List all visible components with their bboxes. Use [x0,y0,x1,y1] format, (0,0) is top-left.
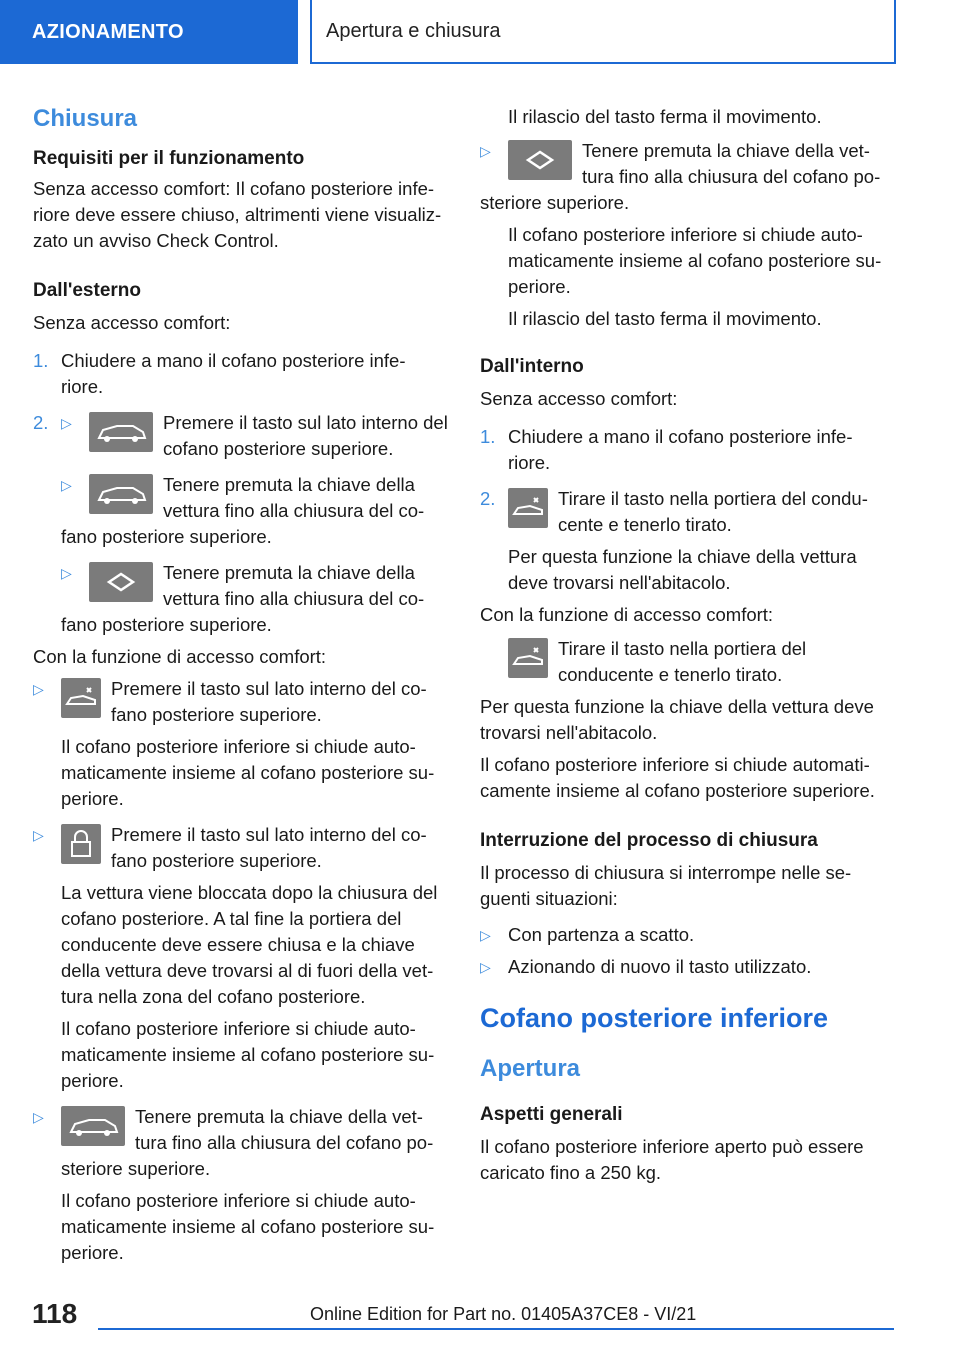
text-requisiti: Senza accesso comfort: Il cofano posteriore infe- riore deve essere chiuso, altrimenti viene visualiz- zato un avviso Check Control. [33,178,442,251]
bullet-icon: ▷ [61,565,72,581]
text-aspetti: Il cofano posteriore inferiore aperto può essere caricato fino a 250 kg. [480,1136,864,1183]
step-text: Chiudere a mano il cofano posteriore infe- riore. [61,350,406,397]
text-release: Il rilascio del tasto ferma il movimento. [508,106,822,127]
step-text: Premere il tasto sul lato interno del co- fano posteriore superiore. [111,824,427,871]
page-header [0,0,960,66]
step-text: Tirare il tasto nella portiera del condu- cente e tenerlo tirato. [558,488,868,535]
bullet-icon: ▷ [33,681,44,697]
list-item [480,954,898,980]
text-comfort-intro: Con la funzione di accesso comfort: [480,604,774,625]
heading-esterno: Dall'esterno [33,280,141,301]
step-text: Tenere premuta la chiave della vettura fino alla chiusura del co- fano posteriore superiore. [61,474,425,547]
text-comfort-intro: Con la funzione di accesso comfort: [33,646,327,667]
heading-cofano-inferiore: Cofano posteriore inferiore [480,1003,829,1033]
heading-interno: Dall'interno [480,356,584,377]
car-trunk-icon [89,412,153,452]
step-note: La vettura viene bloccata dopo la chiusura del cofano posteriore. A tal fine la portiera del conducente deve essere chiusa e la chiave della vettura deve trovarsi al di fuori della vet- tura nella zona del cofano posteriore. [61,882,438,1007]
step-note: Il cofano posteriore inferiore si chiude automati- camente insieme al cofano posteriore superiore. [480,754,875,801]
bullet-icon: ▷ [61,477,72,493]
right-column [480,104,898,1186]
car-door-icon [61,678,101,718]
text-interruzione: Il processo di chiusura si interrompe nelle se- guenti situazioni: [480,862,852,909]
car-trunk-icon [61,1106,125,1146]
list-item [480,636,898,688]
step-note: Per questa funzione la chiave della vettura deve trovarsi nell'abitacolo. [480,696,874,743]
bullet-icon: ▷ [61,415,72,431]
step-number: 2. [480,488,496,509]
car-door-icon [508,488,548,528]
step-text: Premere il tasto sul lato interno del cofano posteriore superiore. [163,412,448,459]
list-item [33,410,451,638]
step-note: Il rilascio del tasto ferma il movimento. [508,308,822,329]
bullet-icon: ▷ [33,827,44,843]
step-note: Il cofano posteriore inferiore si chiude auto- maticamente insieme al cofano posteriore su- periore. [61,736,435,809]
list-item [480,922,898,948]
list-item [480,486,898,596]
heading-interruzione: Interruzione del processo di chiusura [480,830,818,851]
key-trunk-icon [89,562,153,602]
section-tab: AZIONAMENTO [0,0,298,64]
step-text: Tenere premuta la chiave della vettura fino alla chiusura del co- fano posteriore superiore. [61,562,425,635]
step-note: Per questa funzione la chiave della vettura deve trovarsi nell'abitacolo. [508,546,857,593]
bullet-icon: ▷ [480,143,491,159]
bullet-icon: ▷ [33,1109,44,1125]
left-column [33,96,451,1266]
step-text: Premere il tasto sul lato interno del co- fano posteriore superiore. [111,678,427,725]
footer-divider [98,1328,894,1330]
list-item [33,1104,451,1266]
heading-requisiti: Requisiti per il funzionamento [33,148,305,169]
step-text: Tenere premuta la chiave della vet- tura fino alla chiusura del cofano po- steriore superiore. [61,1106,434,1179]
chapter-title: Apertura e chiusura [310,0,896,64]
step-note: Il cofano posteriore inferiore si chiude auto- maticamente insieme al cofano posteriore su- periore. [61,1190,435,1263]
car-door-icon [508,638,548,678]
text-interno-intro: Senza accesso comfort: [480,388,678,409]
bullet-text: Azionando di nuovo il tasto utilizzato. [508,956,812,977]
heading-aspetti: Aspetti generali [480,1104,623,1125]
bullet-icon: ▷ [480,959,491,975]
list-item [33,348,451,400]
bullet-text: Con partenza a scatto. [508,924,695,945]
lock-icon [61,824,101,864]
step-number: 2. [33,412,49,433]
step-number: 1. [33,350,49,371]
step-text: Chiudere a mano il cofano posteriore infe- riore. [508,426,853,473]
list-item [33,676,451,812]
list-item [480,138,898,332]
text-esterno-intro: Senza accesso comfort: [33,312,231,333]
step-number: 1. [480,426,496,447]
step-text: Tirare il tasto nella portiera del conducente e tenerlo tirato. [558,638,807,685]
edition-text: Online Edition for Part no. 01405A37CE8 - VI/21 [310,1304,697,1324]
step-text: Tenere premuta la chiave della vet- tura fino alla chiusura del cofano po- steriore superiore. [480,140,881,213]
car-trunk-icon [89,474,153,514]
list-item [33,822,451,1094]
page-number: 118 [32,1298,78,1329]
step-note: Il cofano posteriore inferiore si chiude auto- maticamente insieme al cofano posteriore su- periore. [508,224,882,297]
step-note: Il cofano posteriore inferiore si chiude auto- maticamente insieme al cofano posteriore su- periore. [61,1018,435,1091]
list-item [480,424,898,476]
bullet-icon: ▷ [480,927,491,943]
heading-chiusura: Chiusura [33,105,138,132]
key-trunk-icon [508,140,572,180]
heading-apertura: Apertura [480,1055,581,1082]
